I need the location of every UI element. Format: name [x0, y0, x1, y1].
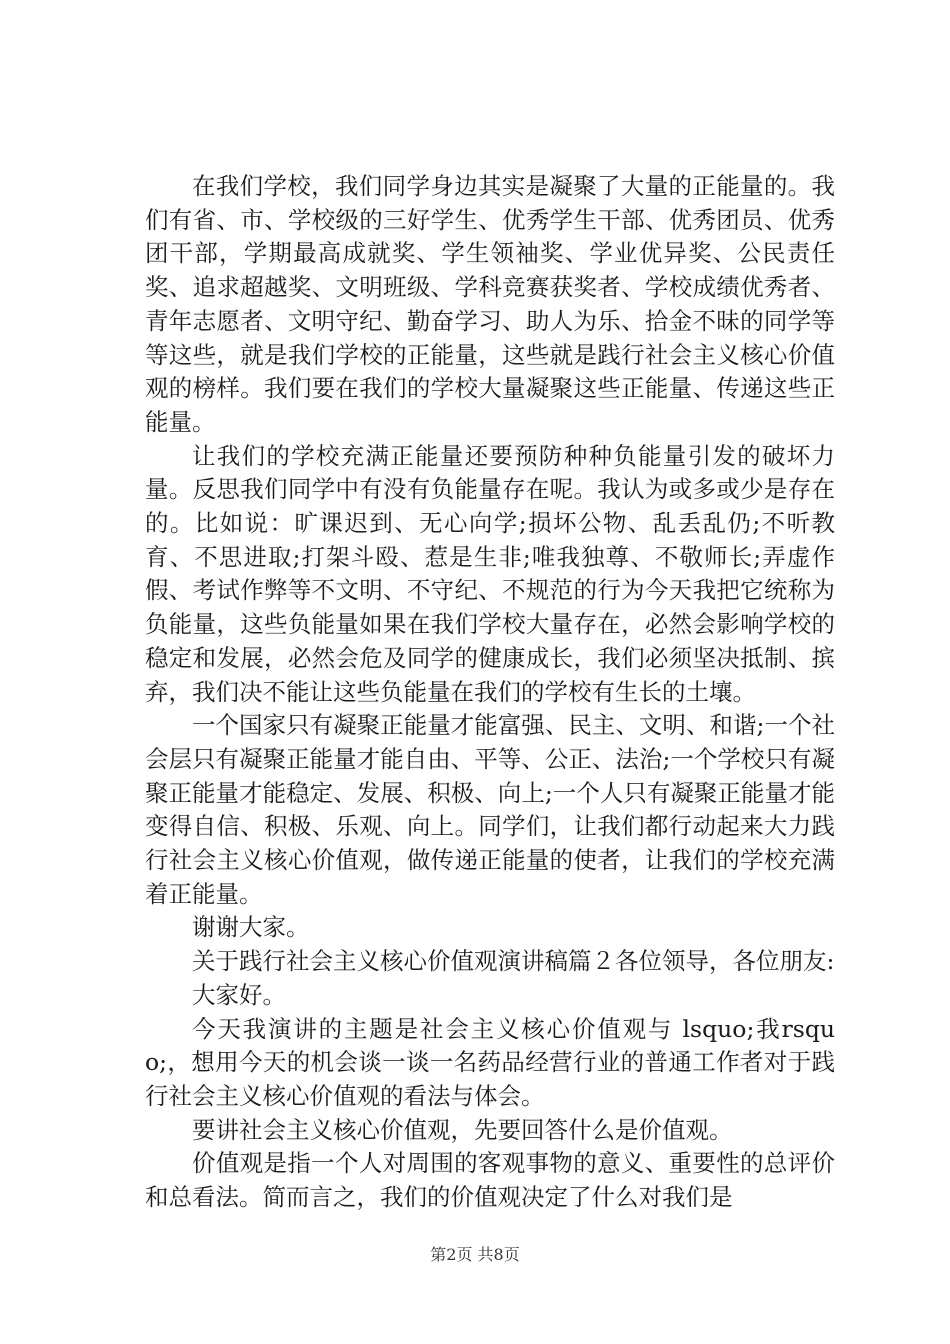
paragraph-greeting: 大家好。: [192, 980, 286, 1009]
page-number-footer: 第2页 共8页: [430, 1245, 520, 1264]
paragraph-negative-energy: 让我们的学校充满正能量还要预防种种负能量引发的破坏力量。反思我们同学中有没有负能量存在呢。我认为或多或少是存在的。比如说：旷课迟到、无心向学;损坏公物、乱丢乱仍;不听教育、不思进取;打架斗殴、惹是生非;唯我独尊、不敬师长;弄虚作假、考试作弊等不文明、不守纪、不规范的行为今天我把它统称为负能量，这些负能量如果在我们学校大量存在，必然会影响学校的稳定和发展，必然会危及同学的健康成长，我们必须坚决抵制、摈弃，我们决不能让这些负能量在我们的学校有生长的土壤。: [145, 441, 835, 706]
document-body: [145, 170, 835, 1215]
paragraph-speech-title-2: 关于践行社会主义核心价值观演讲稿篇２各位领导，各位朋友:: [192, 947, 835, 976]
paragraph-what-is-values: 要讲社会主义核心价值观，先要回答什么是价值观。: [192, 1115, 733, 1144]
paragraph-school-positive-energy: 在我们学校，我们同学身边其实是凝聚了大量的正能量的。我们有省、市、学校级的三好学生、优秀学生干部、优秀团员、优秀团干部，学期最高成就奖、学生领袖奖、学业优异奖、公民责任奖、追求超越奖、文明班级、学科竞赛获奖者、学校成绩优秀者、青年志愿者、文明守纪、勤奋学习、助人为乐、拾金不昧的同学等等这些，就是我们学校的正能量，这些就是践行社会主义核心价值观的榜样。我们要在我们的学校大量凝聚这些正能量、传递这些正能量。: [145, 172, 835, 436]
paragraph-thanks: 谢谢大家。: [192, 913, 310, 942]
paragraph-values-definition: 价值观是指一个人对周围的客观事物的意义、重要性的总评价和总看法。简而言之，我们的价值观决定了什么对我们是: [145, 1149, 835, 1212]
paragraph-nation-society-school: 一个国家只有凝聚正能量才能富强、民主、文明、和谐;一个社会层只有凝聚正能量才能自由、平等、公正、法治;一个学校只有凝聚正能量才能稳定、发展、积极、向上;一个人只有凝聚正能量才能变得自信、积极、乐观、向上。同学们，让我们都行动起来大力践行社会主义核心价值观，做传递正能量的使者，让我们的学校充满着正能量。: [145, 711, 835, 908]
paragraph-speech-topic: 今天我演讲的主题是社会主义核心价值观与 lsquo;我rsquo;，想用今天的机会谈一谈一名药品经营行业的普通工作者对于践行社会主义核心价值观的看法与体会。: [145, 1014, 835, 1110]
